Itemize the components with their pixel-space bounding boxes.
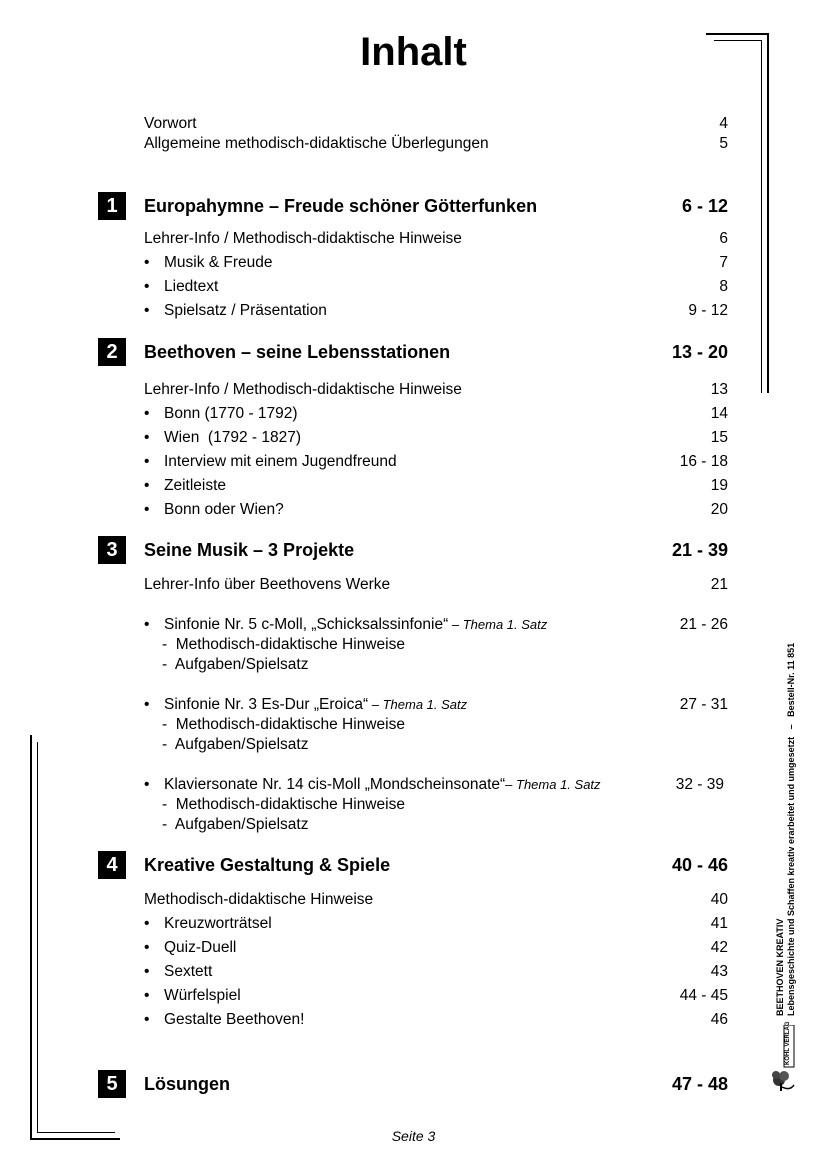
toc-label: [144, 775, 601, 795]
section-title: Kreative Gestaltung & Spiele: [144, 854, 391, 875]
toc-row-work[interactable]: [144, 775, 728, 795]
toc-row[interactable]: [144, 962, 728, 982]
section-heading-1[interactable]: [98, 191, 728, 221]
toc-label: • Bonn (1770 - 1792): [144, 404, 298, 424]
side-imprint: [775, 596, 797, 1016]
toc-label: • Gestalte Beethoven!: [144, 1010, 304, 1030]
work-note: – Thema 1. Satz: [505, 777, 601, 792]
toc-subrow: [162, 715, 728, 735]
toc-page: 20: [710, 501, 728, 518]
toc-row[interactable]: [144, 277, 728, 297]
toc-subrow: [162, 635, 728, 655]
toc-label: [144, 695, 467, 715]
section-title: Europahymne – Freude schöner Götterfunken: [144, 195, 538, 216]
toc-label: • Quiz-Duell: [144, 938, 236, 958]
frame-left-line-2: [37, 742, 38, 1133]
toc-row[interactable]: [144, 476, 728, 496]
toc-page: 8: [719, 278, 728, 295]
toc-label: • Interview mit einem Jugendfreund: [144, 452, 397, 472]
toc-page: 43: [710, 963, 728, 980]
toc-label: • Spielsatz / Präsentation: [144, 301, 327, 321]
toc-page: 13: [710, 381, 728, 398]
toc-page: 41: [710, 915, 728, 932]
work-title: Klaviersonate Nr. 14 cis-Moll „Mondscheinsonate“: [164, 776, 506, 793]
toc-row[interactable]: [144, 229, 728, 249]
toc-page: 46: [710, 1011, 728, 1028]
toc-label: Methodisch-didaktische Hinweise: [144, 891, 374, 908]
toc-label: • Liedtext: [144, 277, 218, 297]
page-title: Inhalt: [360, 30, 467, 74]
toc-label: Lehrer-Info über Beethovens Werke: [144, 576, 391, 593]
section-pages: 13 - 20: [671, 341, 728, 362]
side-imprint-line1: BEETHOVEN KREATIV: [775, 918, 785, 1016]
section-title: Seine Musik – 3 Projekte: [144, 539, 355, 560]
toc-row[interactable]: [144, 301, 728, 321]
toc-row[interactable]: [144, 986, 728, 1006]
toc-page: 40: [710, 891, 728, 908]
toc-label: • Sextett: [144, 962, 212, 982]
toc-row-work[interactable]: [144, 695, 728, 715]
toc-page: 14: [710, 405, 728, 422]
frame-right-line-1: [767, 33, 769, 393]
toc-sublabel: - Aufgaben/Spielsatz: [162, 736, 309, 753]
section-heading-2[interactable]: [98, 337, 728, 367]
work-note: – Thema 1. Satz: [448, 617, 548, 632]
publisher-name: KOHL VERLAG: [785, 1021, 791, 1065]
toc-page: 19: [710, 477, 728, 494]
toc-row-vorwort[interactable]: [144, 114, 728, 134]
toc-subrow: [162, 655, 728, 675]
toc-page: 27 - 31: [679, 696, 728, 713]
toc-page: 16 - 18: [679, 453, 728, 470]
page-number-footer: Seite 3: [391, 1128, 436, 1144]
section-number-box: 1: [98, 192, 126, 220]
toc-sublabel: - Methodisch-didaktische Hinweise: [162, 716, 405, 733]
toc-page: 9 - 12: [688, 302, 728, 319]
toc-row[interactable]: [144, 890, 728, 910]
toc-row[interactable]: [144, 1010, 728, 1030]
section-pages: 47 - 48: [671, 1073, 728, 1094]
toc-row[interactable]: [144, 914, 728, 934]
toc-sublabel: - Methodisch-didaktische Hinweise: [162, 796, 405, 813]
toc-page: 4: [719, 115, 728, 132]
section-pages: 21 - 39: [671, 539, 728, 560]
section-number-box: 2: [98, 338, 126, 366]
toc-row[interactable]: [144, 428, 728, 448]
toc-row-ueberlegungen[interactable]: [144, 134, 728, 154]
toc-label: • Wien (1792 - 1827): [144, 428, 301, 448]
section-heading-4[interactable]: [98, 850, 728, 880]
toc-page: 6: [719, 230, 728, 247]
toc-subrow: [162, 735, 728, 755]
toc-page: 42: [710, 939, 728, 956]
toc-label: Lehrer-Info / Methodisch-didaktische Hinweise: [144, 230, 462, 247]
toc-row-work[interactable]: [144, 615, 728, 635]
toc-row[interactable]: [144, 500, 728, 520]
toc-page: 15: [710, 429, 728, 446]
frame-left-line-1: [30, 735, 32, 1140]
frame-right-line-2: [761, 40, 762, 393]
toc-label: • Kreuzworträtsel: [144, 914, 272, 934]
work-title: Sinfonie Nr. 5 c-Moll, „Schicksalssinfonie“: [164, 616, 449, 633]
section-pages: 6 - 12: [681, 195, 728, 216]
toc-label: • Zeitleiste: [144, 476, 226, 496]
toc-row[interactable]: [144, 404, 728, 424]
toc-subrow: [162, 795, 728, 815]
toc-sublabel: - Methodisch-didaktische Hinweise: [162, 636, 405, 653]
section-title: Lösungen: [144, 1073, 230, 1094]
section-pages: 40 - 46: [671, 854, 728, 875]
toc-page: 21 - 26: [679, 616, 728, 633]
section-heading-5[interactable]: [98, 1069, 728, 1099]
toc-row[interactable]: [144, 253, 728, 273]
work-title: Sinfonie Nr. 3 Es-Dur „Eroica“: [164, 696, 369, 713]
toc-sublabel: - Aufgaben/Spielsatz: [162, 656, 309, 673]
toc-label: [144, 615, 547, 635]
toc-sublabel: - Aufgaben/Spielsatz: [162, 816, 309, 833]
toc-label: • Würfelspiel: [144, 986, 241, 1006]
toc-page: 7: [719, 254, 728, 271]
publisher-logo: [770, 1021, 800, 1095]
section-heading-3[interactable]: [98, 535, 728, 565]
toc-row[interactable]: [144, 452, 728, 472]
toc-label: • Bonn oder Wien?: [144, 500, 284, 520]
toc-page: 21: [710, 576, 728, 593]
section-number-box: 3: [98, 536, 126, 564]
toc-label: Vorwort: [144, 115, 197, 132]
toc-row[interactable]: [144, 380, 728, 400]
toc-row[interactable]: [144, 938, 728, 958]
toc-label: Allgemeine methodisch-didaktische Überlegungen: [144, 135, 489, 152]
toc-subrow: [162, 815, 728, 835]
section-number-box: 4: [98, 851, 126, 879]
toc-row[interactable]: [144, 575, 728, 595]
toc-page: 32 - 39: [675, 776, 724, 793]
toc-page: 5: [719, 135, 728, 152]
section-number-box: 5: [98, 1070, 126, 1098]
side-imprint-line2: Lebensgeschichte und Schaffen kreativ erarbeitet und umgesetzt – Bestell-Nr. 11 851: [786, 642, 796, 1016]
work-note: – Thema 1. Satz: [368, 697, 468, 712]
section-title: Beethoven – seine Lebensstationen: [144, 341, 451, 362]
toc-label: Lehrer-Info / Methodisch-didaktische Hinweise: [144, 381, 462, 398]
toc-label: • Musik & Freude: [144, 253, 273, 273]
toc-page: 44 - 45: [679, 987, 728, 1004]
